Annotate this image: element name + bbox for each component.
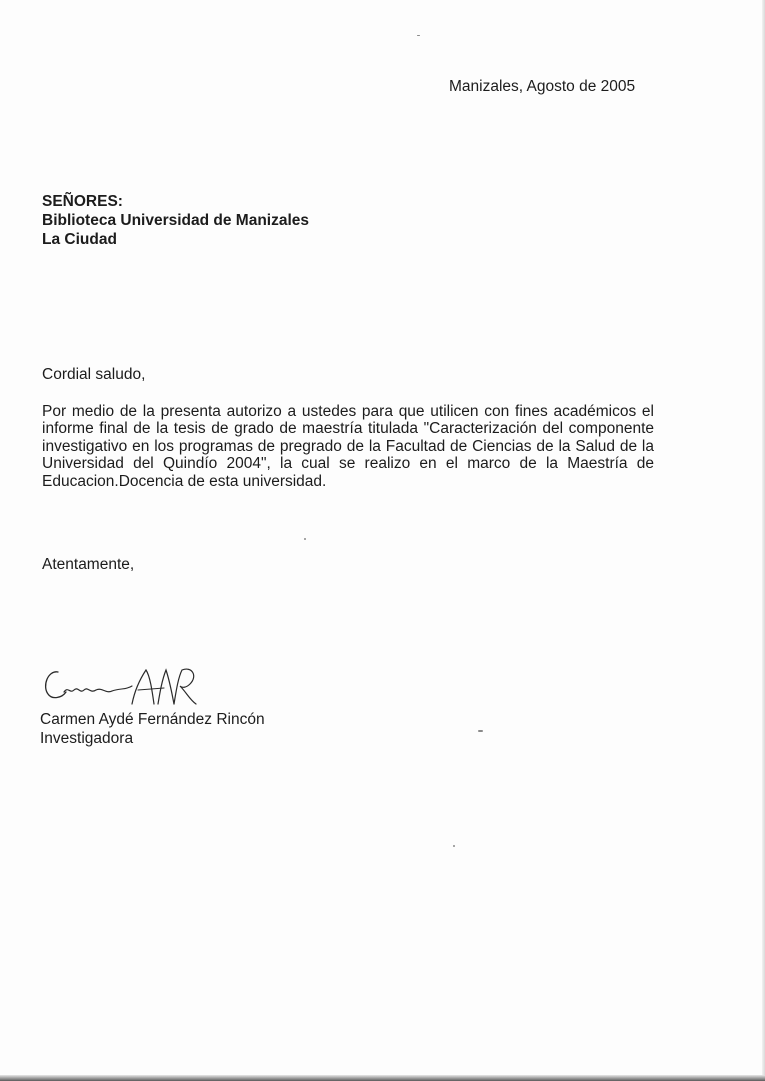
scan-speck bbox=[304, 538, 306, 540]
recipient-salutation: SEÑORES: bbox=[42, 193, 123, 210]
letter-body: Por medio de la presenta autorizo a ustedes para que utilicen con fines académicos el informe final de la tesis de grado de maestría titulada "Caracterización del componente investigativo en los programas de pregrado de la Facultad de Ciencias de la Salud de la Universidad del Quindío 2004", la cual se realizo en el marco de la Maestría de Educacion.Docencia de esta universidad. bbox=[42, 403, 654, 490]
letter-closing: Atentamente, bbox=[42, 556, 135, 573]
signer-name: Carmen Aydé Fernández Rincón bbox=[40, 711, 265, 728]
recipient-institution: Biblioteca Universidad de Manizales bbox=[42, 212, 310, 229]
scan-edge-bottom bbox=[0, 1075, 765, 1081]
scan-speck bbox=[453, 845, 455, 847]
scan-speck bbox=[417, 35, 420, 36]
letter-date: Manizales, Agosto de 2005 bbox=[449, 78, 636, 95]
scan-speck bbox=[478, 730, 483, 732]
handwritten-signature-icon bbox=[40, 660, 200, 710]
recipient-city: La Ciudad bbox=[42, 231, 117, 248]
signer-title: Investigadora bbox=[40, 730, 134, 747]
letter-greeting: Cordial saludo, bbox=[42, 366, 146, 383]
